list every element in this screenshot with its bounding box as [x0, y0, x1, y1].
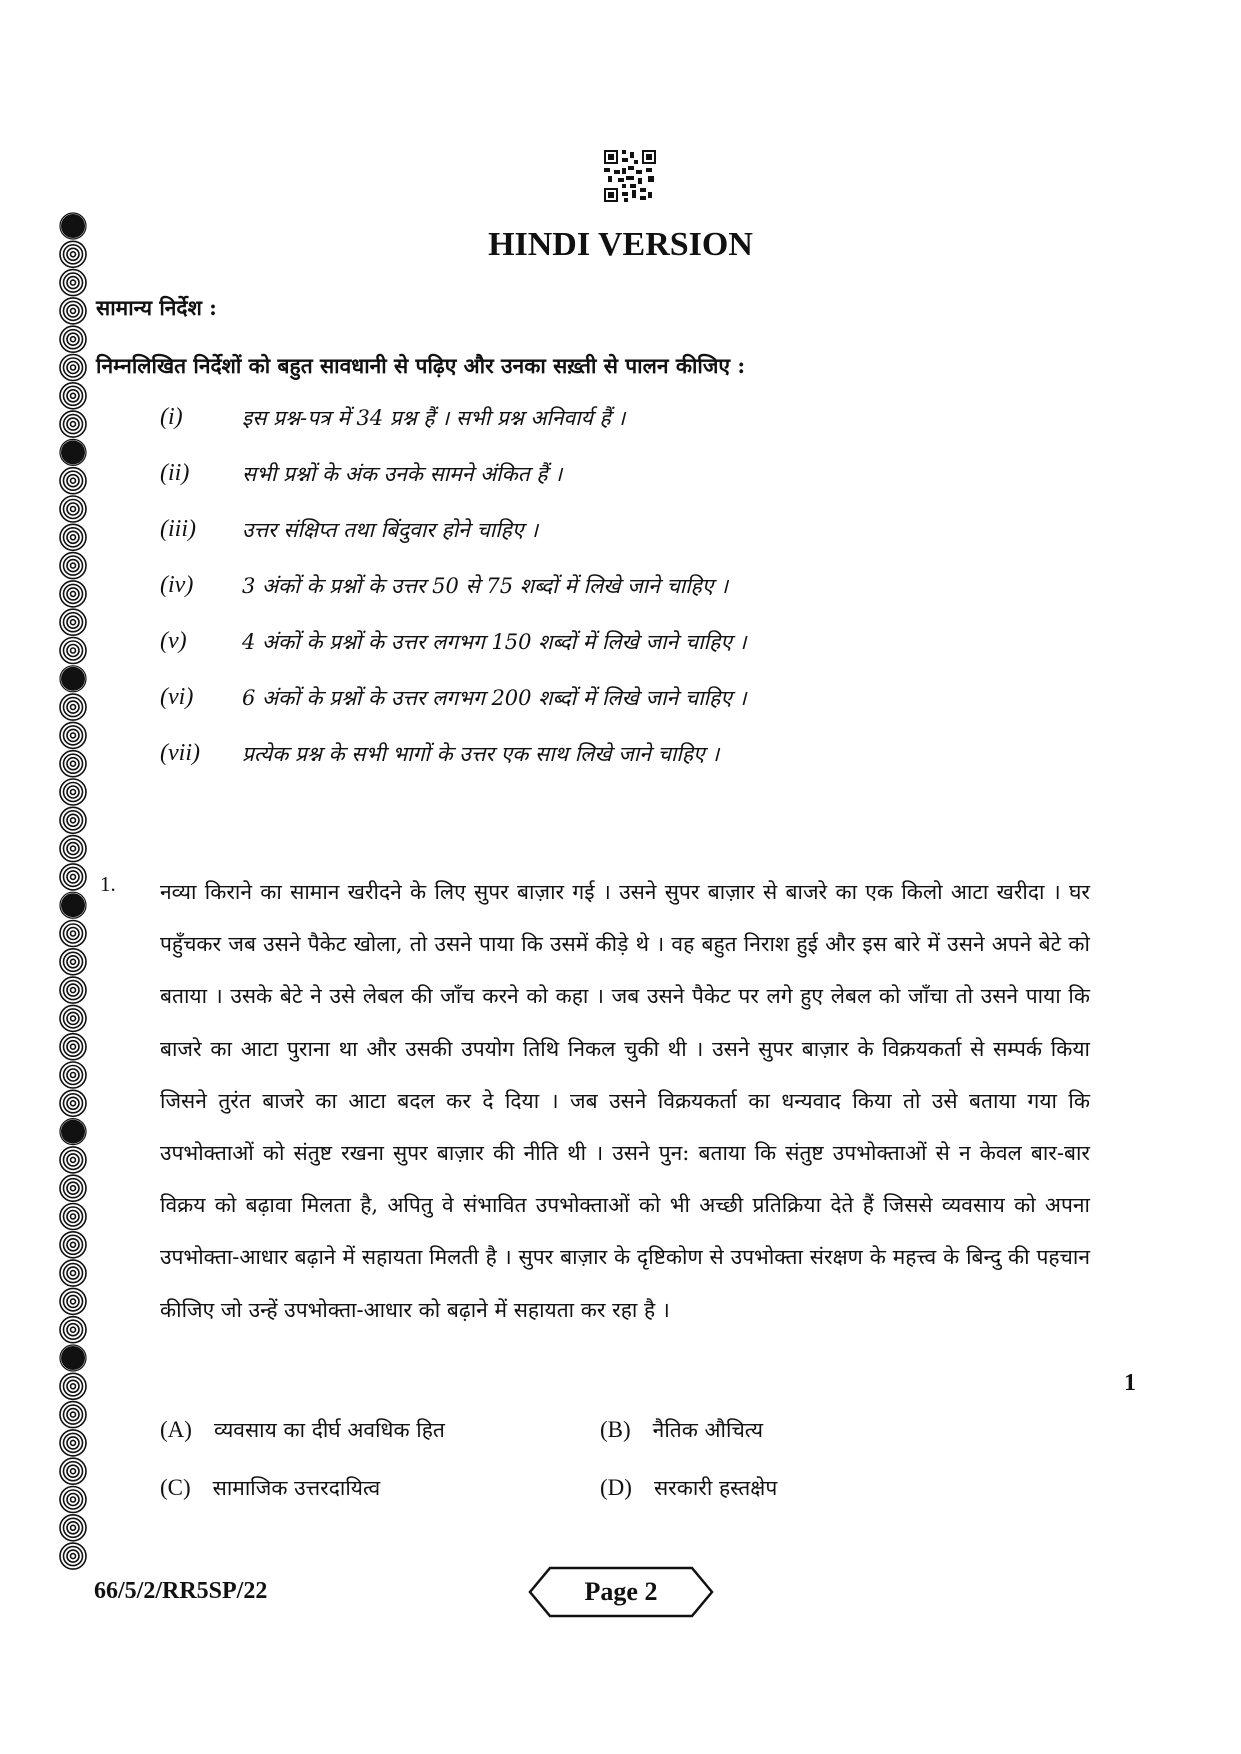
- option-label: (C): [160, 1475, 191, 1500]
- margin-ring: [60, 779, 86, 805]
- margin-ring: [60, 1345, 86, 1371]
- margin-ring: [60, 1119, 86, 1145]
- option-text: सामाजिक उत्तरदायित्व: [212, 1476, 381, 1500]
- margin-ring: [60, 836, 86, 862]
- question-marks: 1: [1124, 1370, 1136, 1396]
- option-text: सरकारी हस्तक्षेप: [653, 1476, 778, 1500]
- margin-ring: [60, 298, 86, 324]
- margin-ring: [60, 864, 86, 890]
- margin-ring: [60, 468, 86, 494]
- margin-ring: [60, 892, 86, 918]
- instruction-text: इस प्रश्न-पत्र में 34 प्रश्न हैं । सभी प्रश्न अनिवार्य हैं ।: [242, 406, 626, 430]
- instruction-text: प्रत्येक प्रश्न के सभी भागों के उत्तर एक साथ लिखे जाने चाहिए ।: [242, 742, 720, 766]
- option-label: (D): [600, 1475, 632, 1500]
- margin-ring: [60, 581, 86, 607]
- margin-ring: [60, 1430, 86, 1456]
- margin-ring: [60, 1317, 86, 1343]
- margin-ring: [60, 751, 86, 777]
- margin-ring: [60, 383, 86, 409]
- margin-ring: [60, 270, 86, 296]
- option-label: (B): [600, 1417, 631, 1442]
- question-number: 1.: [100, 872, 116, 896]
- instruction-number: (vi): [160, 684, 194, 710]
- margin-ring: [60, 1147, 86, 1173]
- margin-ring: [60, 1458, 86, 1484]
- option-text: व्यवसाय का दीर्घ अवधिक हित: [213, 1418, 445, 1442]
- margin-ring: [60, 553, 86, 579]
- instruction-text: 4 अंकों के प्रश्नों के उत्तर लगभग 150 शब्दों में लिखे जाने चाहिए ।: [242, 630, 747, 654]
- margin-ring: [60, 949, 86, 975]
- margin-ring: [60, 326, 86, 352]
- margin-ring-strip: [58, 212, 88, 1572]
- option-a: [160, 1416, 445, 1444]
- margin-ring: [60, 1005, 86, 1031]
- margin-ring: [60, 1515, 86, 1541]
- page-title: HINDI VERSION: [488, 226, 753, 263]
- option-c: [160, 1474, 380, 1502]
- instruction-number: (vii): [160, 740, 200, 766]
- margin-ring: [60, 722, 86, 748]
- instruction-text: 3 अंकों के प्रश्नों के उत्तर 50 से 75 शब्दों में लिखे जाने चाहिए ।: [242, 574, 729, 598]
- margin-ring: [60, 921, 86, 947]
- margin-ring: [60, 694, 86, 720]
- margin-ring: [60, 1402, 86, 1428]
- margin-ring: [60, 609, 86, 635]
- margin-ring: [60, 807, 86, 833]
- instruction-text: सभी प्रश्नों के अंक उनके सामने अंकित हैं ।: [242, 462, 563, 486]
- margin-ring: [60, 1204, 86, 1230]
- margin-ring: [60, 411, 86, 437]
- margin-ring: [60, 1543, 86, 1569]
- instruction-number: (i): [160, 404, 183, 430]
- margin-ring: [60, 1288, 86, 1314]
- instruction-text: 6 अंकों के प्रश्नों के उत्तर लगभग 200 शब्दों में लिखे जाने चाहिए ।: [242, 686, 747, 710]
- question-text: नव्या किराने का सामान खरीदने के लिए सुपर बाज़ार गई । उसने सुपर बाज़ार से बाजरे का एक किलो आटा खरीदा । घर पहुँचकर जब उसने पैकेट खोला, तो उसने पाया कि उसमें कीड़े थे । वह बहुत निराश हुई और इस बारे में उसने अपने बेटे को बताया । उसके बेटे ने उसे लेबल की जाँच करने को कहा । जब उसने पैकेट पर लगे हुए लेबल को जाँचा तो उसने पाया कि बाजरे का आटा पुराना था और उसकी उपयोग तिथि निकल चुकी थी । उसने सुपर बाज़ार के विक्रयकर्ता से सम्पर्क किया जिसने तुरंत बाजरे का आटा बदल कर दे दिया । जब उसने विक्रयकर्ता का धन्यवाद किया तो उसे बताया गया कि उपभोक्ताओं को संतुष्ट रखना सुपर बाज़ार की नीति थी । उसने पुन: बताया कि संतुष्ट उपभोक्ताओं से न केवल बार-बार विक्रय को बढ़ावा मिलता है, अपितु वे संभावित उपभोक्ताओं को भी अच्छी प्रतिक्रिया देते हैं जिससे व्यवसाय को अपना उपभोक्ता-आधार बढ़ाने में सहायता मिलती है । सुपर बाज़ार के दृष्टिकोण से उपभोक्ता संरक्षण के महत्त्व के बिन्दु की पहचान कीजिए जो उन्हें उपभोक्ता-आधार को बढ़ाने में सहायता कर रहा है ।: [160, 880, 1090, 1322]
- margin-ring: [60, 439, 86, 465]
- margin-ring: [60, 638, 86, 664]
- margin-ring: [60, 977, 86, 1003]
- paper-code: 66/5/2/RR5SP/22: [94, 1578, 268, 1604]
- margin-ring: [60, 1175, 86, 1201]
- margin-ring: [60, 1260, 86, 1286]
- margin-ring: [60, 496, 86, 522]
- instruction-number: (ii): [160, 460, 190, 486]
- instruction-number: (iii): [160, 516, 196, 542]
- margin-ring: [60, 1487, 86, 1513]
- instruction-number: (iv): [160, 572, 194, 598]
- margin-ring: [60, 1034, 86, 1060]
- option-text: नैतिक औचित्य: [652, 1418, 764, 1442]
- instruction-number: (v): [160, 628, 187, 654]
- qr-code-icon: [604, 150, 656, 202]
- option-label: (A): [160, 1417, 192, 1442]
- margin-ring: [60, 355, 86, 381]
- margin-ring: [60, 1373, 86, 1399]
- page-number: Page 2: [584, 1577, 658, 1606]
- margin-ring: [60, 524, 86, 550]
- instruction-text: उत्तर संक्षिप्त तथा बिंदुवार होने चाहिए ।: [242, 518, 539, 542]
- option-d: [600, 1474, 777, 1502]
- margin-ring: [60, 1090, 86, 1116]
- general-instructions-heading: सामान्य निर्देश :: [96, 295, 217, 320]
- margin-ring: [60, 666, 86, 692]
- general-instructions-subheading: निम्नलिखित निर्देशों को बहुत सावधानी से पढ़िए और उनका सख़्ती से पालन कीजिए :: [96, 353, 746, 378]
- margin-ring: [60, 1232, 86, 1258]
- margin-ring: [60, 1062, 86, 1088]
- option-b: [600, 1416, 763, 1444]
